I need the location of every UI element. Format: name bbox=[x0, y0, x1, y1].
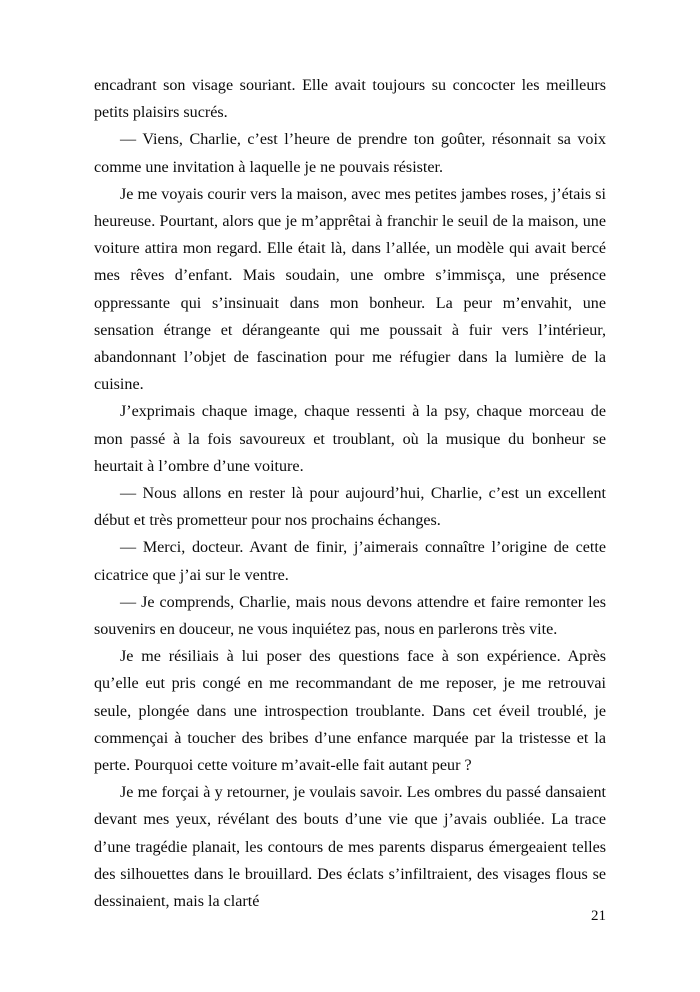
paragraph-narrative: Je me forçai à y retourner, je voulais savoir. Les ombres du passé dansaient devant mes yeux, révélant des bouts d’une vie que j’avais oubliée. La trace d’une tragédie planait, les contours de mes parents disparus émergeaient telles des silhouettes dans le brouillard. Des éclats s’infiltraient, des visages flous se dessinaient, mais la clarté bbox=[94, 784, 606, 911]
page-number: 21 bbox=[591, 908, 606, 924]
paragraph-dialogue: — Nous allons en rester là pour aujourd’hui, Charlie, c’est un excellent début et très prometteur pour nos prochains échanges. bbox=[94, 485, 606, 530]
paragraph-dialogue: — Viens, Charlie, c’est l’heure de prendre ton goûter, résonnait sa voix comme une invitation à laquelle je ne pouvais résister. bbox=[94, 131, 606, 176]
paragraph-dialogue: — Je comprends, Charlie, mais nous devons attendre et faire remonter les souvenirs en douceur, ne vous inquiétez pas, nous en parlerons très vite. bbox=[94, 593, 606, 639]
paragraph-narrative: Je me résiliais à lui poser des questions face à son expérience. Après qu’elle eut pris congé en me recommandant de me reposer, je me retrouvai seule, plongée dans une introspection troublante. Dans cet éveil troublé, je commençai à toucher des bribes d’une enfance marquée par la tristesse et la perte. Pourquoi cette voiture m’avait-elle fait autant peur ? bbox=[94, 648, 606, 775]
paragraph-narrative: Je me voyais courir vers la maison, avec mes petites jambes roses, j’étais si heureuse. Pourtant, alors que je m’apprêtai à franchir le seuil de la maison, une voiture attira mon regard. Elle était là, dans l’allée, un modèle qui avait bercé mes rêves d’enfant. Mais soudain, une ombre s’immisça, une présence oppressante qui s’insinuait dans mon bonheur. La peur m’envahit, une sensation étrange et dérangeante qui me poussait à fuir vers l’intérieur, abandonnant l’objet de fascination pour me réfugier dans la lumière de la cuisine. bbox=[94, 185, 606, 394]
paragraph-narrative: J’exprimais chaque image, chaque ressenti à la psy, chaque morceau de mon passé à la fois savoureux et troublant, où la musique du bonheur se heurtait à l’ombre d’une voiture. bbox=[94, 403, 606, 475]
body-text-column bbox=[94, 72, 606, 915]
paragraph-continuation: encadrant son visage souriant. Elle avait toujours su concocter les meilleurs petits plaisirs sucrés. bbox=[94, 77, 606, 122]
paragraph-dialogue: — Merci, docteur. Avant de finir, j’aimerais connaître l’origine de cette cicatrice que j’ai sur le ventre. bbox=[94, 539, 606, 584]
